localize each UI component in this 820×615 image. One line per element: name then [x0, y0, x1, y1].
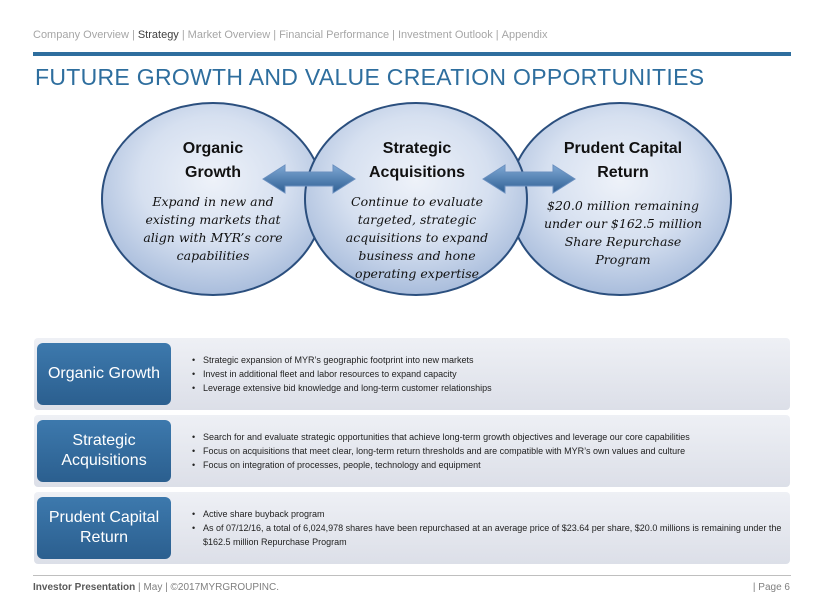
footer-info — [33, 582, 279, 593]
detail-row-strategic-acquisitions — [34, 415, 790, 487]
detail-row-organic-growth — [34, 338, 790, 410]
footer-separator: | — [752, 582, 756, 593]
nav-separator: | — [131, 29, 135, 41]
list-item: • Focus on integration of processes, people, technology and equipment — [192, 458, 782, 472]
bullet-list — [192, 338, 782, 410]
list-item: • Strategic expansion of MYR’s geographic footprint into new markets — [192, 353, 782, 367]
footer-copyright: ©2017MYRGROUPINC. — [170, 582, 280, 593]
list-item: • Search for and evaluate strategic opportunities that achieve long-term growth objectives and leverage our core capabilities — [192, 430, 782, 444]
list-item: • Invest in additional fleet and labor resources to expand capacity — [192, 367, 782, 381]
nav-item-financial-performance[interactable]: Financial Performance — [279, 29, 390, 41]
list-item: • Active share buyback program — [192, 507, 782, 521]
footer-month: May — [143, 582, 163, 593]
nav-item-strategy[interactable]: Strategy — [137, 29, 179, 41]
list-item: • Focus on acquisitions that meet clear, long-term return thresholds and are compatible with MYR’s own values and culture — [192, 444, 782, 458]
bullet-list — [192, 492, 782, 564]
nav-separator: | — [273, 29, 277, 41]
circle-body: $20.0 million remaining under our $162.5 million Share Repurchase Program — [543, 198, 703, 267]
circle-text-prudent-capital-return — [540, 137, 706, 269]
row-label: Organic Growth — [37, 343, 171, 405]
nav-item-investment-outlook[interactable]: Investment Outlook — [397, 29, 493, 41]
nav-item-appendix[interactable]: Appendix — [501, 29, 548, 41]
nav-item-company-overview[interactable]: Company Overview — [33, 29, 129, 41]
circle-text-strategic-acquisitions — [342, 137, 492, 283]
row-label: Strategic Acquisitions — [37, 420, 171, 482]
circle-heading: Organic Growth — [182, 140, 244, 181]
bullet-list — [192, 415, 782, 487]
circle-body: Expand in new and existing markets that align with MYR’s core capabilities — [143, 194, 283, 263]
footer-separator: | — [138, 582, 141, 593]
footer-separator: | — [165, 582, 168, 593]
circle-heading: Strategic Acquisitions — [368, 140, 465, 181]
list-item: • Leverage extensive bid knowledge and long-term customer relationships — [192, 381, 782, 395]
nav-separator: | — [495, 29, 499, 41]
nav-separator: | — [181, 29, 185, 41]
page-number: Page 6 — [758, 582, 790, 593]
list-item: • As of 07/12/16, a total of 6,024,978 shares have been repurchased at an average price of $23.64 per share, $20.0 millions is remaining under the $162.5 million Repurchase Program — [192, 521, 782, 549]
detail-row-prudent-capital-return — [34, 492, 790, 564]
page-title: FUTURE GROWTH AND VALUE CREATION OPPORTUNITIES — [35, 64, 705, 90]
circle-body: Continue to evaluate targeted, strategic acquisitions to expand business and hone operating expertise — [345, 194, 489, 281]
nav-item-market-overview[interactable]: Market Overview — [187, 29, 271, 41]
footer-rule — [33, 575, 791, 576]
footer-presentation: Investor Presentation — [33, 582, 136, 593]
circle-text-organic-growth — [138, 137, 288, 265]
footer-page — [753, 582, 790, 593]
circle-heading: Prudent Capital Return — [563, 140, 683, 181]
nav-separator: | — [392, 29, 395, 41]
row-label: Prudent Capital Return — [37, 497, 171, 559]
